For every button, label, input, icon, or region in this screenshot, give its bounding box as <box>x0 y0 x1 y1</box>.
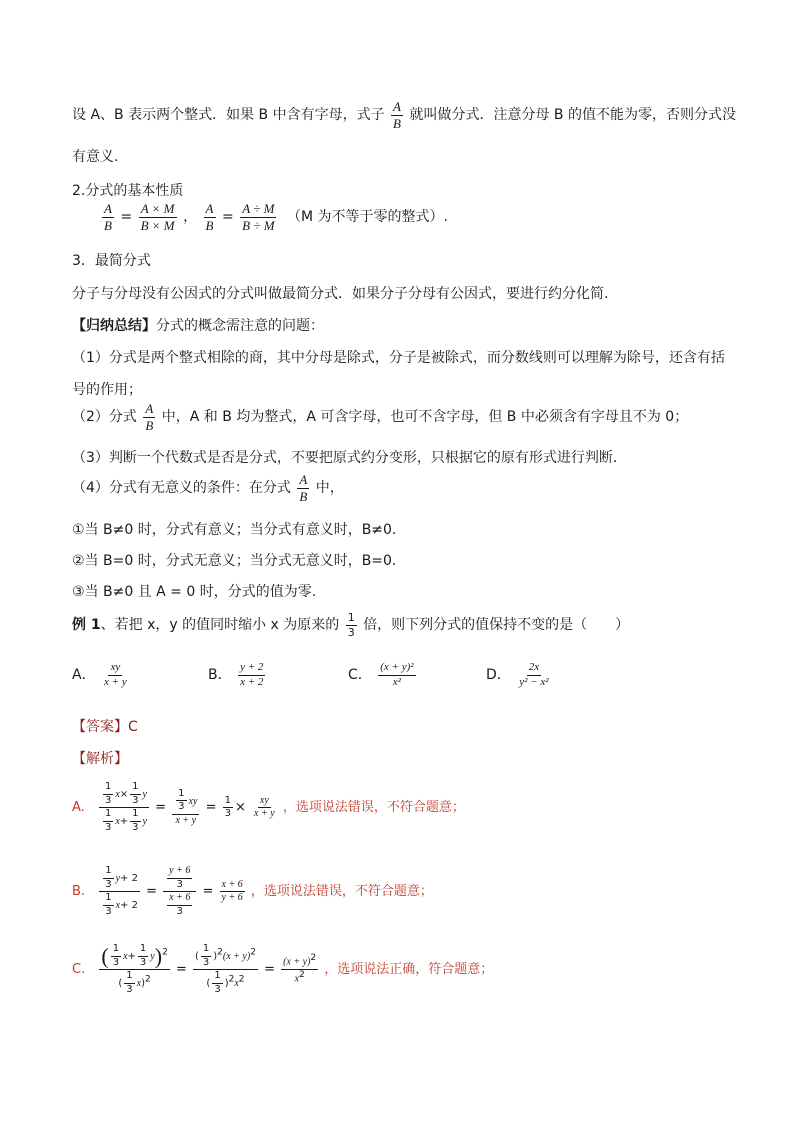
condition-2: ②当 B=0 时，分式无意义；当分式无意义时，B=0. <box>72 553 397 569</box>
solution-c-complex-fraction: ( $\frac{1}{3}$ x+ $\frac{1}{3}$ y)$^2$ ( $\frac{1}{3}$ x)$^2$ <box>101 943 168 995</box>
definition-text-end: 就叫做分式．注意分母 B 的值不能为零，否则分式没 <box>409 107 736 124</box>
fraction-a-b-4: $\frac{A}{B}$ <box>299 472 308 504</box>
analysis-heading: 【解析】 <box>72 751 128 767</box>
option-a: A． $\frac{xy}{x + y}$ <box>72 661 127 688</box>
solution-a-complex-fraction: $\frac{1}{3}$ x× $\frac{1}{3}$ y $\frac{1}{3}$ x+ $\frac{1}{3}$ y <box>99 782 149 833</box>
solution-b: B. $\frac{1}{3}$ y+ 2 $\frac{1}{3}$ x+ 2 = $\frac{\frac{y + 6}{3}}{\frac{x + 6}{3}}$ = $\frac{x + 6}{y + 6}$ ，选项说法错误，不符合题意； <box>72 865 433 917</box>
fraction-a-div-m: $\frac{A \div M}{B \div M}$ <box>242 201 275 233</box>
condition-3: ③当 B≠0 且 A = 0 时，分式的值为零. <box>72 584 317 600</box>
answer-line: 【答案】C <box>72 719 138 735</box>
basic-property-formula: $\frac{A}{B}$ = $\frac{A \times M}{B \times M}$ ， $\frac{A}{B}$ = $\frac{A \div M}{B \div M}$ （M 为不等于零的整式）. <box>104 201 448 233</box>
summary-heading: 【归纳总结】分式的概念需注意的问题： <box>72 318 324 334</box>
fraction-one-third: $\frac{1}{3}$ <box>347 611 355 639</box>
solution-c: C. ( $\frac{1}{3}$ x+ $\frac{1}{3}$ y)$^2$ ( $\frac{1}{3}$ x)$^2$ = ( $\frac{1}{3}$ )$^2(x + y)^2$ ( $\frac{1}{3}$ )$^2x^2$ = $\frac{(x + y)^2}{x^2}$ ，选项说法正确，符合题意； <box>72 943 494 995</box>
simplest-fraction-paragraph: 分子与分母没有公因式的分式叫做最简分式．如果分子分母有公因式，要进行约分化简. <box>72 286 609 302</box>
definition-paragraph-cont: 有意义. <box>72 149 119 165</box>
property-note: （M 为不等于零的整式）. <box>287 209 448 226</box>
summary-point-1: （1）分式是两个整式相除的商，其中分母是除式，分子是被除式，而分数线则可以理解为除号，还含有括 <box>72 350 725 366</box>
option-c: C． $\frac{\text{(x + y)²}}{\text{x²}}$ <box>348 661 414 688</box>
summary-point-4: （4）分式有无意义的条件：在分式 $\frac{A}{B}$ 中， <box>72 472 344 504</box>
solution-b-complex-fraction: $\frac{1}{3}$ y+ 2 $\frac{1}{3}$ x+ 2 <box>99 866 140 917</box>
fraction-a-b-2: $\frac{A}{B}$ <box>205 201 214 233</box>
summary-point-3: （3）判断一个代数式是否是分式，不要把原式约分变形，只根据它的原有形式进行判断． <box>72 450 627 466</box>
definition-paragraph <box>72 100 736 130</box>
fraction-a-b-3: $\frac{A}{B}$ <box>145 401 154 433</box>
section-heading-basic-property: 2.分式的基本性质 <box>72 183 184 199</box>
summary-point-2: （2）分式 $\frac{A}{B}$ 中，A 和 B 均为整式，A 可含字母，也可不含字母，但 B 中必须含有字母且不为 0； <box>72 401 689 433</box>
fraction-a-over-b: $\frac{A}{B}$ <box>393 99 401 131</box>
example-question: 例 1、若把 x，y 的值同时缩小 x 为原来的 $\frac{1}{3}$ 倍，则下列分式的值保持不变的是（ ） <box>72 611 630 639</box>
option-b: B． $\frac{y + 2}{x + 2}$ <box>208 661 264 688</box>
fraction-a-b: $\frac{A}{B}$ <box>104 201 112 233</box>
solution-a: A. $\frac{1}{3}$ x× $\frac{1}{3}$ y $\frac{1}{3}$ x+ $\frac{1}{3}$ y = $\frac{1}{3}$ xy x + y = $\frac{1}{3}$ × $\frac{xy}{x + y}$ ，选项说法错误，不符合题意； <box>72 781 465 833</box>
condition-1: ①当 B≠0 时，分式有意义；当分式有意义时，B≠0. <box>72 522 397 538</box>
summary-point-1-cont: 号的作用； <box>72 382 142 398</box>
option-d: D． $\frac{2x}{\text{y² − x²}}$ <box>486 661 549 688</box>
definition-text-start: 设 A、B 表示两个整式．如果 B 中含有字母，式子 <box>72 107 385 124</box>
section-heading-simplest-fraction: 3．最简分式 <box>72 253 151 269</box>
fraction-am-bm: $\frac{A \times M}{B \times M}$ <box>140 201 175 233</box>
